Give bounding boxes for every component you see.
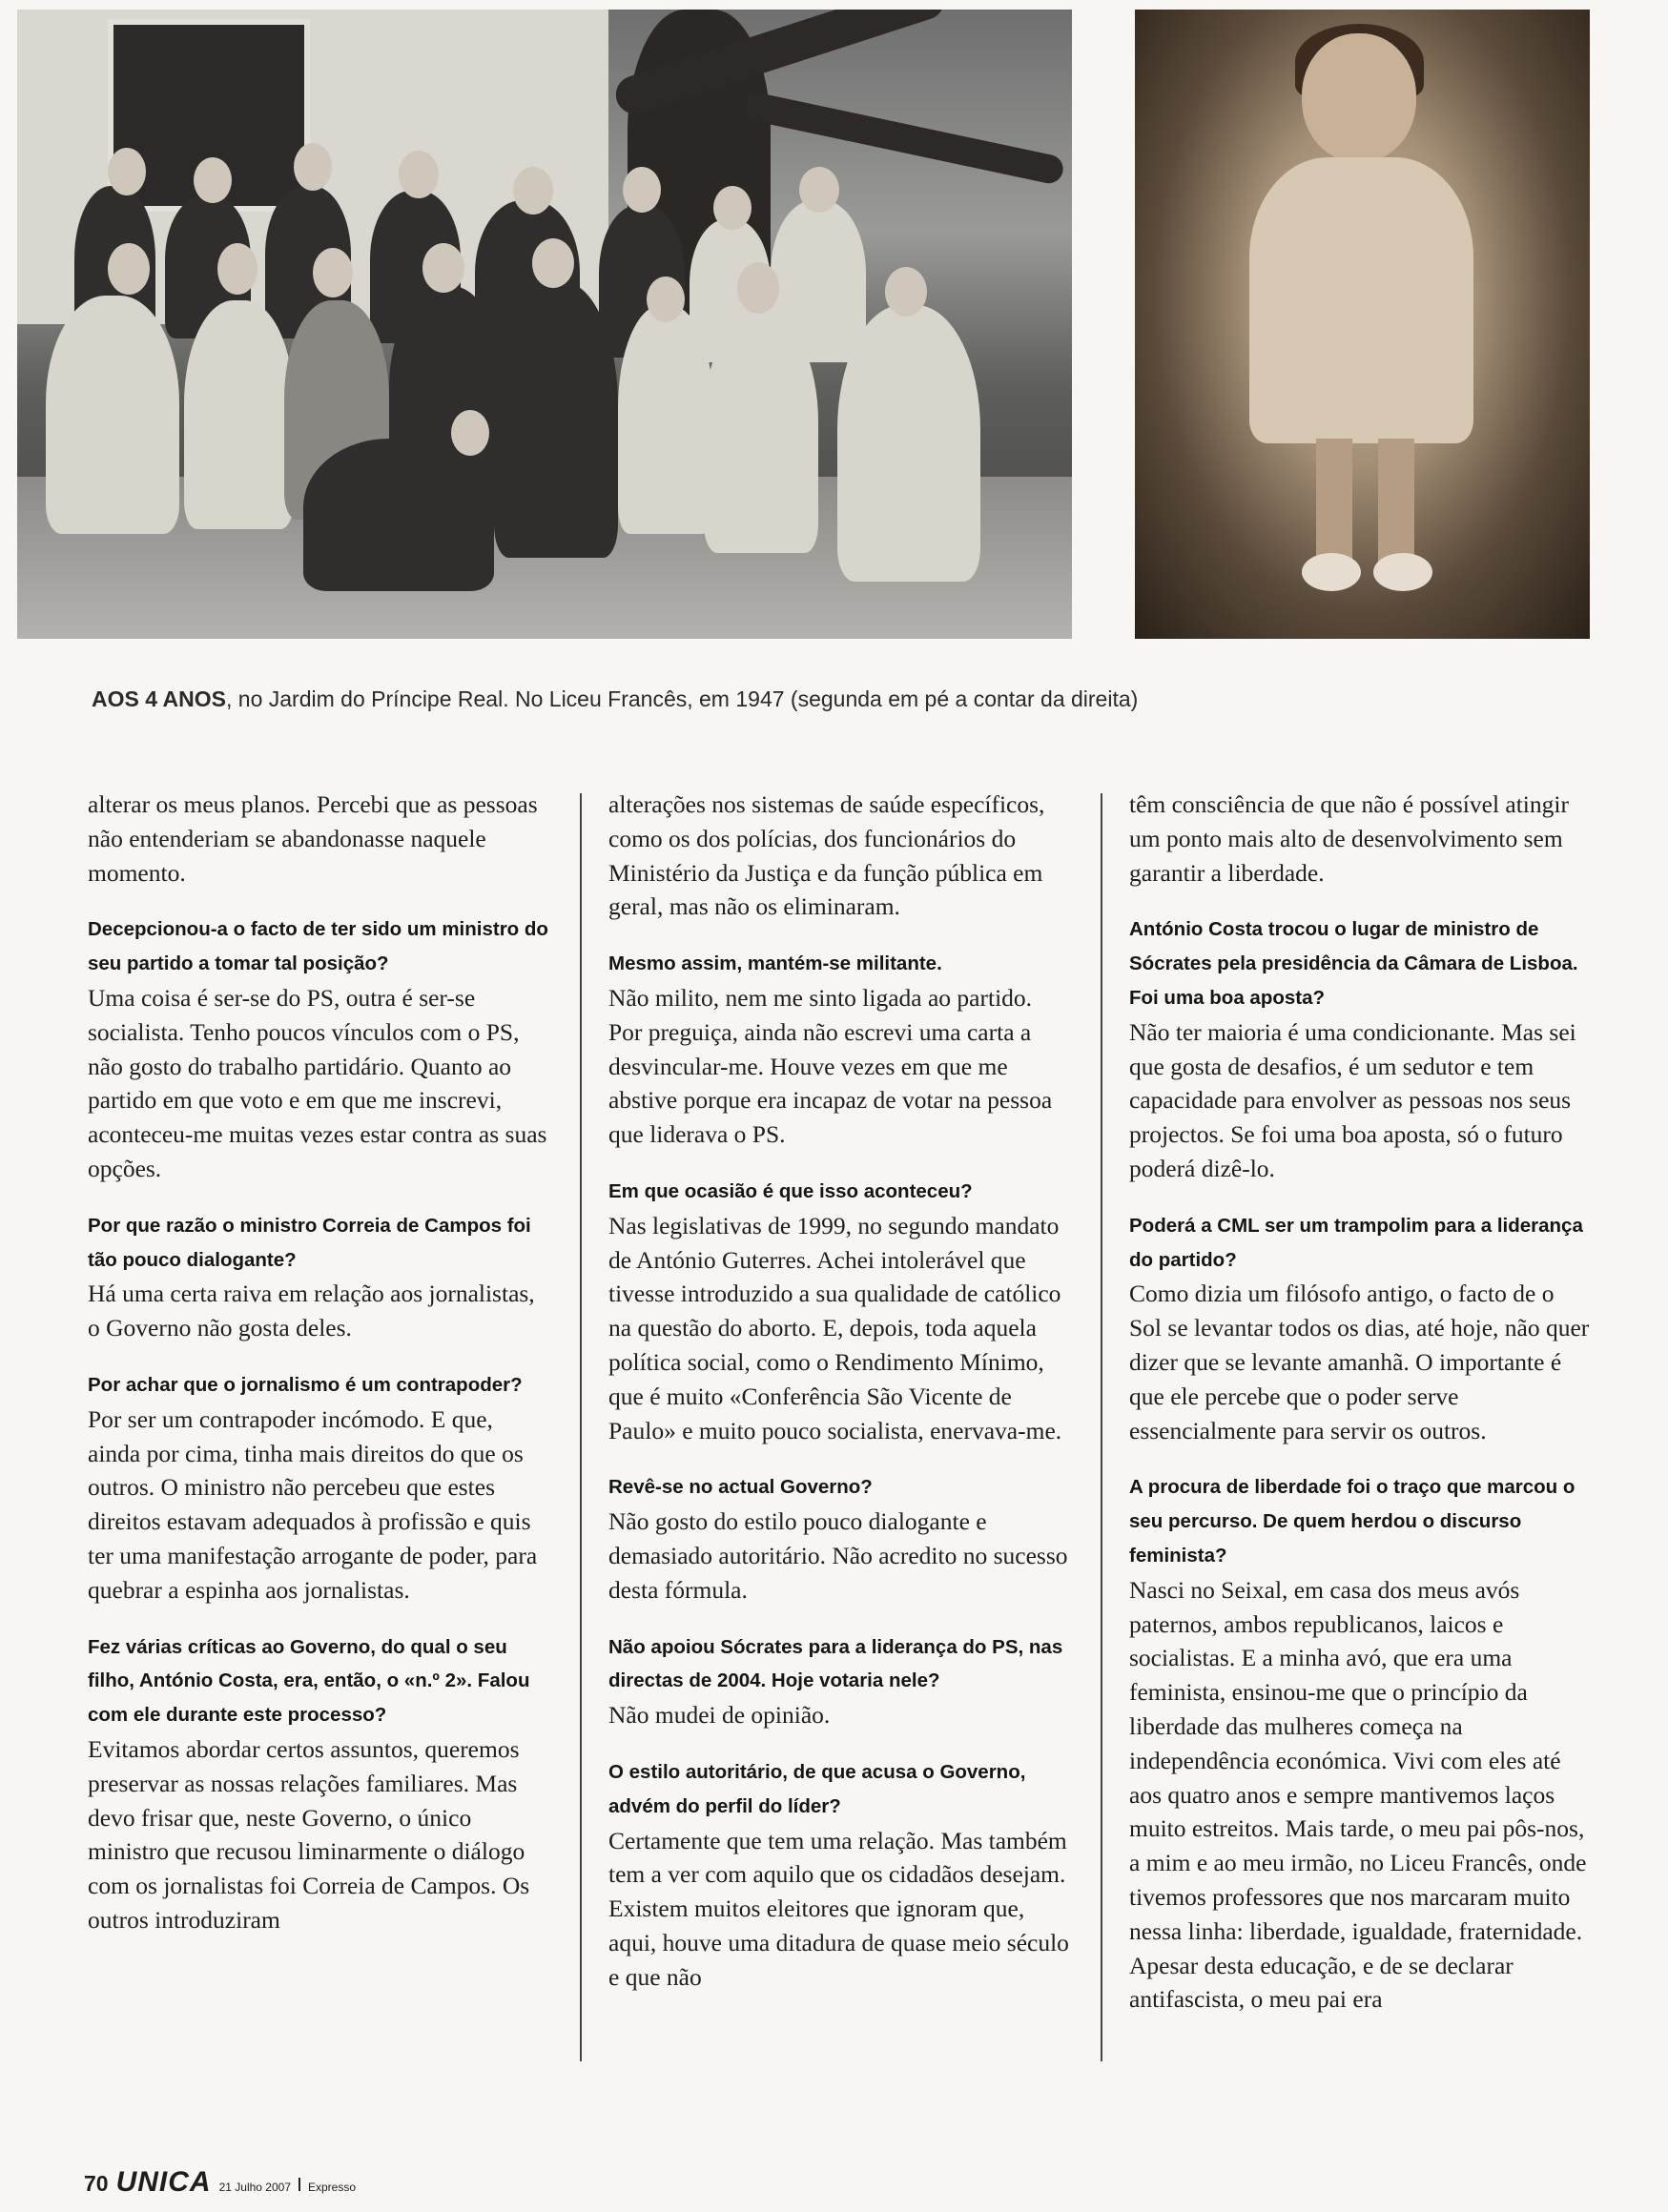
page-footer xyxy=(84,2166,356,2199)
caption-text: , no Jardim do Príncipe Real. No Liceu Francês, em 1947 (segunda em pé a contar da direita) xyxy=(226,686,1139,711)
tree-branch xyxy=(743,91,1066,186)
person-head xyxy=(799,167,839,213)
interview-answer: Não milito, nem me sinto ligada ao partido. Por preguiça, ainda não escrevi uma carta a desvincular-me. Houve vezes em que me abstive porque era incapaz de votar na pessoa que liderava o PS. xyxy=(608,983,1053,1149)
child-portrait-photo xyxy=(1135,10,1590,639)
person-head xyxy=(108,148,146,195)
child-face xyxy=(1302,33,1416,162)
person-head xyxy=(399,151,439,198)
interview-answer: Há uma certa raiva em relação aos jornalistas, o Governo não gosta deles. xyxy=(88,1280,535,1342)
person-head xyxy=(294,143,332,191)
interview-answer: Nasci no Seixal, em casa dos meus avós paternos, ambos republicanos, laicos e socialistas. E a minha avó, que era uma feminista, ensinou-me que o princípio da liberdade das mulheres começa na independência económica. Vivi com eles até aos quatro anos e sempre mantivemos laços muito estreitos. Mais tarde, o meu pai pôs-nos, a mim e ao meu irmão, no Liceu Francês, onde tivemos professores que nos marcaram muito nessa linha: liberdade, igualdade, fraternidade. Apesar desta educação, e de se declarar antifascista, o meu pai era xyxy=(1129,1575,1587,2014)
interview-answer: Não mudei de opinião. xyxy=(608,1701,831,1730)
child-shoe xyxy=(1373,553,1432,591)
person-head xyxy=(451,410,489,456)
interview-answer: têm consciência de que não é possível atingir um ponto mais alto de desenvolvimento sem garantir a liberdade. xyxy=(1129,790,1569,887)
interview-answer: Uma coisa é ser-se do PS, outra é ser-se socialista. Tenho poucos vínculos com o PS, não gosto do trabalho partidário. Quanto ao partido em que voto e em que me inscrevi, aconteceu-me muitas vezes estar contra as suas opções. xyxy=(88,983,547,1182)
caption-lead: AOS 4 ANOS xyxy=(92,686,227,711)
person-head xyxy=(532,238,574,288)
person xyxy=(46,296,179,534)
child-leg xyxy=(1316,439,1352,563)
person xyxy=(704,315,818,553)
interview-answer: alterações nos sistemas de saúde específicos, como os dos polícias, dos funcionários do Ministério da Justiça e da função pública em geral, mas não os eliminaram. xyxy=(608,790,1045,921)
interview-question: Decepcionou-a o facto de ter sido um ministro do seu partido a tomar tal posição? xyxy=(88,918,548,975)
column-divider xyxy=(580,793,582,2061)
magazine-logo: UNICA xyxy=(115,2166,212,2198)
interview-answer: alterar os meus planos. Percebi que as pessoas não entenderiam se abandonasse naquele momento. xyxy=(88,790,538,887)
interview-answer: Não gosto do estilo pouco dialogante e demasiado autoritário. Não acredito no sucesso desta fórmula. xyxy=(608,1507,1068,1604)
person-head xyxy=(422,243,464,293)
photo-caption xyxy=(92,686,1579,712)
column-divider xyxy=(1101,793,1102,2061)
person-head xyxy=(623,167,661,213)
person-head xyxy=(194,157,232,203)
person-head xyxy=(737,262,779,314)
footer-separator xyxy=(299,2178,300,2191)
person xyxy=(837,305,980,582)
child-shoe xyxy=(1302,553,1361,591)
interview-question: Poderá a CML ser um trampolim para a liderança do partido? xyxy=(1129,1214,1583,1271)
interview-answer: Como dizia um filósofo antigo, o facto de o Sol se levantar todos os dias, até hoje, não quer dizer que se levante amanhã. O importante é que ele percebe que o poder serve essencialmente para servir os outros. xyxy=(1129,1280,1590,1444)
interview-question: Não apoiou Sócrates para a liderança do PS, nas directas de 2004. Hoje votaria nele? xyxy=(608,1635,1063,1692)
interview-question: A procura de liberdade foi o traço que marcou o seu percurso. De quem herdou o discurso feminista? xyxy=(1129,1476,1575,1567)
interview-question: Fez várias críticas ao Governo, do qual o seu filho, António Costa, era, então, o «n.º 2». Falou com ele durante este processo? xyxy=(88,1635,530,1727)
interview-answer: Certamente que tem uma relação. Mas também tem a ver com aquilo que os cidadãos desejam. Existem muitos eleitores que ignoram que, aqui, houve uma ditadura de quase meio século e que não xyxy=(608,1826,1069,1991)
interview-answer: Por ser um contrapoder incómodo. E que, ainda por cima, tinha mais direitos do que os outros. O ministro não percebeu que estes direitos estavam adequados à profissão e quis ter uma manifestação arrogante de poder, para quebrar a espinha aos jornalistas. xyxy=(88,1404,538,1604)
child-leg xyxy=(1378,439,1414,563)
interview-question: Em que ocasião é que isso aconteceu? xyxy=(608,1179,973,1202)
person xyxy=(618,305,713,534)
interview-question: António Costa trocou o lugar de ministro de Sócrates pela presidência da Câmara de Lisboa. Foi uma boa aposta? xyxy=(1129,918,1578,1009)
publication-name: Expresso xyxy=(308,2181,357,2194)
group-photo xyxy=(17,10,1072,639)
article-column-3 xyxy=(1129,788,1592,2039)
interview-question: Mesmo assim, mantém-se militante. xyxy=(608,952,942,975)
interview-answer: Evitamos abordar certos assuntos, queremos preservar as nossas relações familiares. Mas devo frisar que, neste Governo, o único ministro que recusou liminarmente o diálogo com os jornalistas foi Correia de Campos. Os outros introduziram xyxy=(88,1734,530,1934)
child-coat xyxy=(1249,157,1473,443)
person-head xyxy=(647,276,685,322)
interview-answer: Não ter maioria é uma condicionante. Mas sei que gosta de desafios, é um sedutor e tem capacidade para envolver as pessoas nos seus projectos. Se foi uma boa aposta, só o futuro poderá dizê-lo. xyxy=(1129,1017,1576,1182)
article-column-2 xyxy=(608,788,1071,2017)
person-head xyxy=(217,243,257,295)
person-head xyxy=(885,267,927,317)
article-column-1 xyxy=(88,788,550,1960)
person-head xyxy=(513,167,553,215)
interview-question: Por que razão o ministro Correia de Campos foi tão pouco dialogante? xyxy=(88,1214,531,1271)
person-head xyxy=(313,248,353,297)
page-number: 70 xyxy=(84,2171,109,2196)
person xyxy=(184,300,294,529)
interview-question: Revê-se no actual Governo? xyxy=(608,1476,873,1499)
person-head xyxy=(108,243,150,295)
seated-child xyxy=(303,439,494,591)
interview-question: O estilo autoritário, de que acusa o Governo, advém do perfil do líder? xyxy=(608,1760,1026,1817)
person xyxy=(494,281,618,558)
interview-question: Por achar que o jornalismo é um contrapoder? xyxy=(88,1373,523,1396)
person-head xyxy=(713,186,752,230)
issue-date: 21 Julho 2007 xyxy=(218,2181,291,2194)
interview-answer: Nas legislativas de 1999, no segundo mandato de António Guterres. Achei intolerável que tivesse introduzido a sua qualidade de católico na questão do aborto. E, depois, toda aquela política social, como o Rendimento Mínimo, que é muito «Conferência São Vicente de Paulo» e muito pouco socialista, enervava-me. xyxy=(608,1211,1062,1444)
